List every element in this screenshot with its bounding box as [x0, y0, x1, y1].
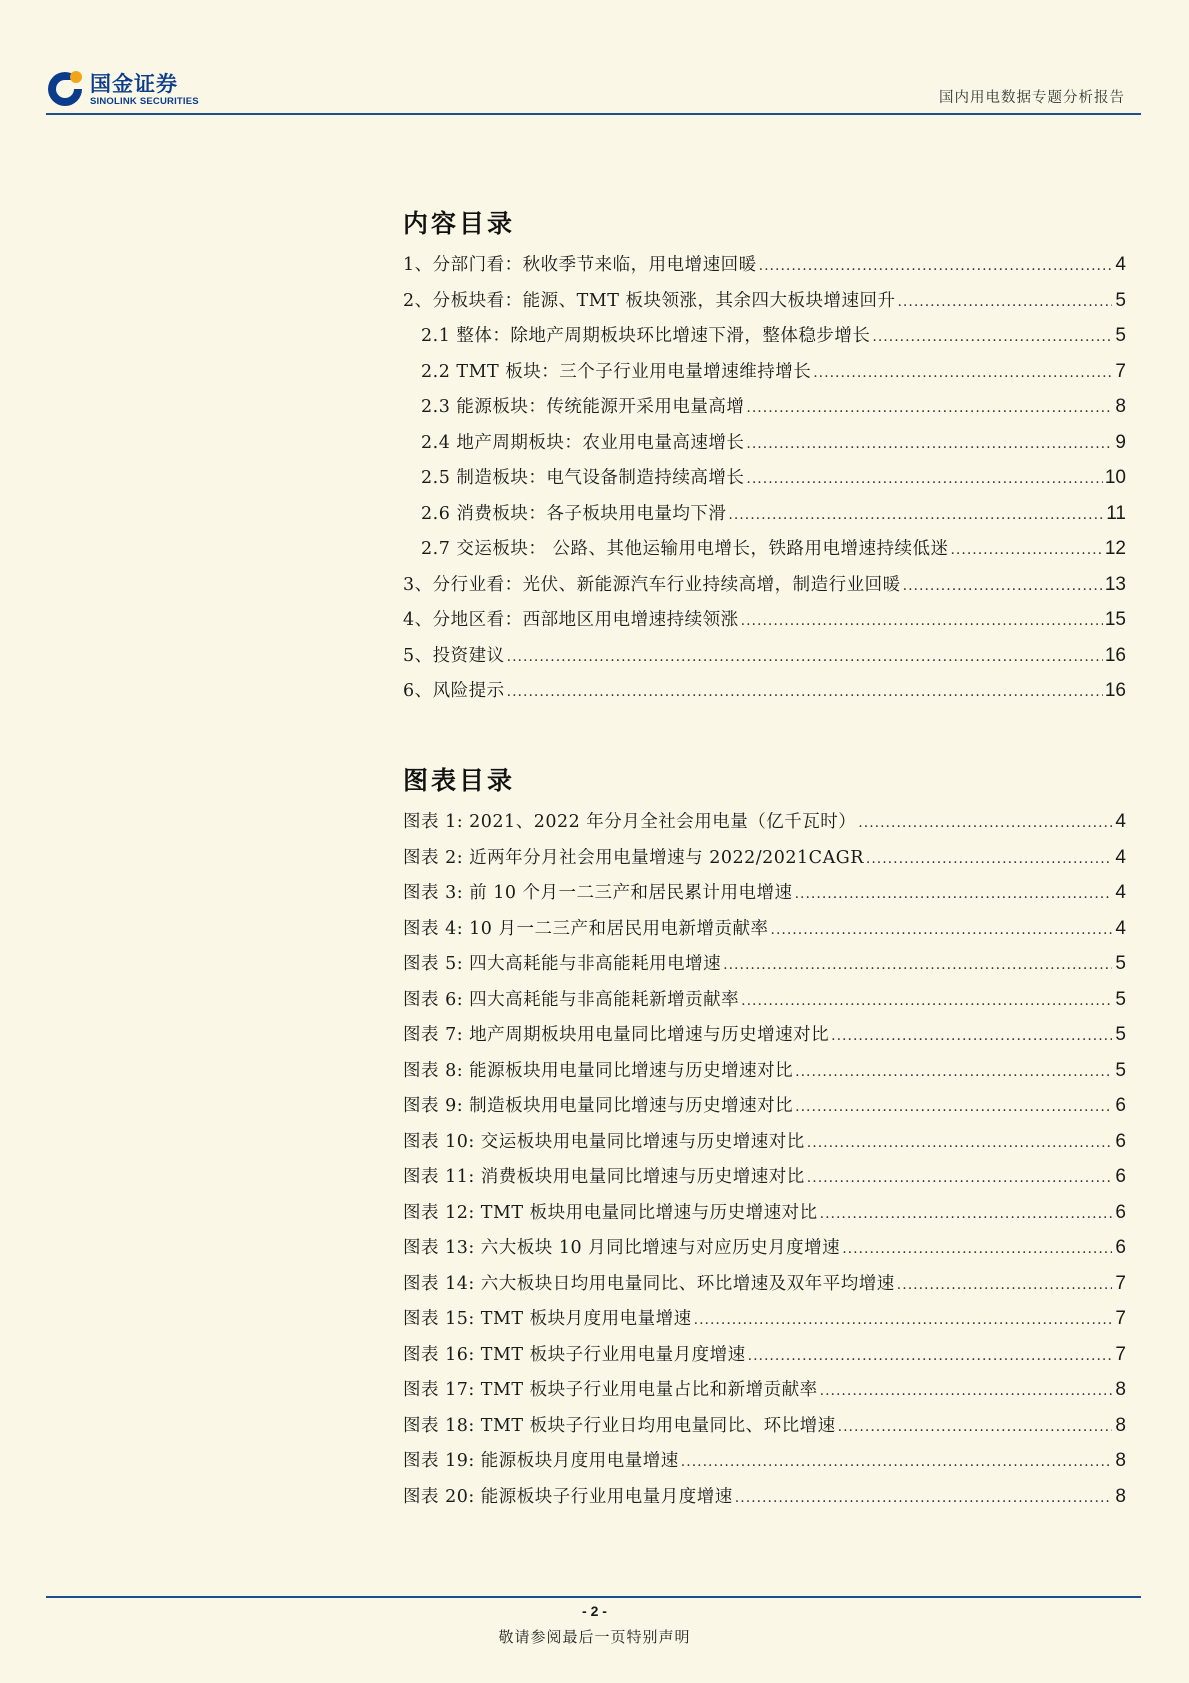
toc-entry-label[interactable]: 5、投资建议	[403, 645, 505, 666]
figure-toc-entry[interactable]	[403, 1159, 1126, 1195]
logo-en-text: SINOLINK SECURITIES	[90, 96, 199, 107]
toc-entry-label[interactable]: 2、分板块看：能源、TMT 板块领涨，其余四大板块增速回升	[403, 290, 896, 311]
toc-page-number[interactable]: 6	[1115, 1201, 1126, 1223]
figure-toc-entry[interactable]	[403, 1017, 1126, 1053]
toc-entry-label[interactable]: 图表 10: 交运板块用电量同比增速与历史增速对比	[403, 1131, 805, 1152]
toc-entry-label[interactable]: 图表 9: 制造板块用电量同比增速与历史增速对比	[403, 1096, 794, 1116]
toc-page-number[interactable]: 8	[1115, 396, 1126, 417]
toc-page-number[interactable]: 7	[1115, 1308, 1126, 1329]
toc-leader-dots	[795, 1055, 1112, 1091]
toc-entry-label[interactable]: 2.3 能源板块：传统能源开采用电量高增	[421, 397, 745, 417]
toc-leader-dots	[838, 1410, 1112, 1446]
toc-page-number[interactable]: 7	[1115, 360, 1126, 382]
figure-toc-entry[interactable]	[403, 1088, 1126, 1124]
figure-toc-entry[interactable]	[403, 1230, 1126, 1266]
content-toc-entry[interactable]	[403, 638, 1126, 674]
content-toc-title: 内容目录	[403, 209, 516, 238]
toc-leader-dots	[746, 391, 1112, 427]
toc-leader-dots	[694, 1303, 1112, 1339]
toc-leader-dots	[842, 1232, 1112, 1268]
toc-leader-dots	[866, 842, 1112, 878]
toc-entry-label[interactable]: 图表 2: 近两年分月社会用电量增速与 2022/2021CAGR	[403, 847, 864, 868]
figure-toc-entry[interactable]	[403, 1195, 1126, 1231]
toc-leader-dots	[741, 984, 1112, 1020]
toc-entry-label[interactable]: 2.4 地产周期板块：农业用电量高速增长	[421, 432, 745, 453]
toc-leader-dots	[897, 1268, 1112, 1304]
toc-entry-label[interactable]: 4、分地区看：西部地区用电增速持续领涨	[403, 610, 739, 630]
figure-toc-title: 图表目录	[403, 766, 516, 795]
toc-leader-dots	[807, 1161, 1112, 1197]
toc-entry-label[interactable]: 2.1 整体：除地产周期板块环比增速下滑，整体稳步增长	[421, 326, 871, 346]
toc-entry-label[interactable]: 3、分行业看：光伏、新能源汽车行业持续高增，制造行业回暖	[403, 574, 901, 595]
toc-entry-label[interactable]: 图表 1: 2021、2022 年分月全社会用电量（亿千瓦时）	[403, 812, 857, 832]
page-header	[46, 66, 1141, 114]
toc-leader-dots	[746, 427, 1112, 463]
toc-page-number[interactable]: 10	[1104, 467, 1126, 488]
figure-toc-entry[interactable]	[403, 804, 1126, 840]
toc-leader-dots	[807, 1126, 1112, 1162]
toc-leader-dots	[903, 569, 1103, 605]
figure-toc-entry[interactable]	[403, 1124, 1126, 1160]
toc-entry-label[interactable]: 图表 4: 10 月一二三产和居民用电新增贡献率	[403, 918, 769, 939]
figure-toc-entry[interactable]	[403, 911, 1126, 947]
toc-entry-label[interactable]: 图表 15: TMT 板块月度用电量增速	[403, 1309, 692, 1329]
content-toc-entry[interactable]	[403, 318, 1126, 354]
toc-entry-label[interactable]: 图表 12: TMT 板块用电量同比增速与历史增速对比	[403, 1202, 818, 1223]
toc-leader-dots	[507, 675, 1103, 711]
toc-page-number[interactable]: 8	[1115, 1450, 1126, 1471]
toc-entry-label[interactable]: 图表 18: TMT 板块子行业日均用电量同比、环比增速	[403, 1415, 836, 1436]
toc-leader-dots	[795, 1090, 1112, 1126]
figure-toc-entry[interactable]	[403, 1337, 1126, 1373]
content-toc-entry[interactable]	[403, 247, 1126, 283]
toc-page-number[interactable]: 4	[1115, 811, 1126, 832]
content-toc	[403, 204, 1126, 709]
page-number: - 2 -	[582, 1603, 607, 1619]
toc-leader-dots	[507, 640, 1103, 676]
figure-toc-entry[interactable]	[403, 1301, 1126, 1337]
toc-page-number[interactable]: 12	[1104, 538, 1126, 559]
content-toc-entry[interactable]	[403, 496, 1126, 532]
content-toc-entry[interactable]	[403, 425, 1126, 461]
toc-page-number[interactable]: 8	[1115, 1379, 1126, 1400]
toc-page-number[interactable]: 8	[1115, 1485, 1126, 1507]
header-divider	[46, 113, 1141, 115]
toc-entry-label[interactable]: 图表 17: TMT 板块子行业用电量占比和新增贡献率	[403, 1380, 818, 1400]
sinolink-logo-icon	[46, 68, 86, 108]
toc-leader-dots	[746, 462, 1102, 498]
figure-toc-entry[interactable]	[403, 1479, 1126, 1515]
toc-entry-label[interactable]: 图表 13: 六大板块 10 月同比增速与对应历史月度增速	[403, 1238, 841, 1258]
toc-leader-dots	[820, 1374, 1112, 1410]
toc-entry-label[interactable]: 图表 19: 能源板块月度用电量增速	[403, 1451, 679, 1471]
toc-entry-label[interactable]: 图表 20: 能源板块子行业用电量月度增速	[403, 1486, 733, 1507]
toc-leader-dots	[681, 1445, 1112, 1481]
toc-page-number[interactable]: 4	[1115, 846, 1126, 868]
toc-page-number[interactable]: 11	[1106, 502, 1126, 524]
figure-toc-entry[interactable]	[403, 875, 1126, 911]
toc-leader-dots	[872, 320, 1112, 356]
toc-page-number[interactable]: 13	[1104, 573, 1126, 595]
content-toc-entry[interactable]	[403, 673, 1126, 709]
toc-page-number[interactable]: 9	[1115, 431, 1126, 453]
content-toc-entry[interactable]	[403, 567, 1126, 603]
toc-page-number[interactable]: 4	[1115, 254, 1126, 275]
footer-divider	[46, 1596, 1141, 1598]
toc-entry-label[interactable]: 2.7 交运板块： 公路、其他运输用电增长，铁路用电增速持续低迷	[421, 539, 949, 559]
toc-page-number[interactable]: 5	[1115, 289, 1126, 311]
toc-leader-dots	[748, 1339, 1112, 1375]
toc-page-number[interactable]: 5	[1115, 953, 1126, 974]
footer-disclaimer: 敬请参阅最后一页特别声明	[498, 1628, 691, 1646]
figure-toc-list	[403, 804, 1126, 1514]
logo-cn-text: 国金证券	[90, 72, 178, 96]
toc-entry-label[interactable]: 图表 8: 能源板块用电量同比增速与历史增速对比	[403, 1060, 794, 1081]
toc-leader-dots	[897, 285, 1112, 321]
toc-entry-label[interactable]: 图表 6: 四大高耗能与非高能耗新增贡献率	[403, 989, 740, 1010]
toc-page-number[interactable]: 6	[1115, 1130, 1126, 1152]
toc-leader-dots	[735, 1481, 1112, 1517]
toc-entry-label[interactable]: 图表 5: 四大高耗能与非高能耗用电增速	[403, 954, 722, 974]
content-toc-entry[interactable]	[403, 389, 1126, 425]
toc-leader-dots	[813, 356, 1112, 392]
content-toc-entry[interactable]	[403, 283, 1126, 319]
content-toc-entry[interactable]	[403, 602, 1126, 638]
toc-leader-dots	[728, 498, 1104, 534]
toc-page-number[interactable]: 5	[1115, 1059, 1126, 1081]
toc-entry-label[interactable]: 2.6 消费板块：各子板块用电量均下滑	[421, 503, 727, 524]
toc-leader-dots	[858, 806, 1112, 842]
toc-entry-label[interactable]: 图表 11: 消费板块用电量同比增速与历史增速对比	[403, 1167, 805, 1187]
company-logo	[46, 66, 216, 110]
toc-leader-dots	[741, 604, 1103, 640]
figure-toc-entry[interactable]	[403, 840, 1126, 876]
figure-toc-entry[interactable]	[403, 1443, 1126, 1479]
toc-page-number[interactable]: 7	[1115, 1343, 1126, 1365]
toc-page-number[interactable]: 4	[1115, 917, 1126, 939]
toc-page-number[interactable]: 6	[1115, 1166, 1126, 1187]
toc-page-number[interactable]: 7	[1115, 1272, 1126, 1294]
figure-toc	[403, 761, 1126, 1514]
report-title: 国内用电数据专题分析报告	[939, 90, 1125, 106]
toc-page-number[interactable]: 5	[1115, 325, 1126, 346]
figure-toc-entry[interactable]	[403, 1408, 1126, 1444]
figure-toc-entry[interactable]	[403, 1053, 1126, 1089]
toc-leader-dots	[771, 913, 1113, 949]
toc-leader-dots	[795, 877, 1112, 913]
toc-entry-label[interactable]: 2.2 TMT 板块：三个子行业用电量增速维持增长	[421, 361, 812, 382]
toc-leader-dots	[759, 249, 1112, 285]
toc-leader-dots	[820, 1197, 1112, 1233]
toc-entry-label[interactable]: 图表 7: 地产周期板块用电量同比增速与历史增速对比	[403, 1025, 830, 1045]
toc-page-number[interactable]: 16	[1104, 644, 1126, 666]
toc-page-number[interactable]: 15	[1104, 609, 1126, 630]
toc-page-number[interactable]: 6	[1115, 1237, 1126, 1258]
toc-entry-label[interactable]: 6、风险提示	[403, 681, 505, 701]
toc-entry-label[interactable]: 1、分部门看：秋收季节来临，用电增速回暖	[403, 255, 757, 275]
toc-leader-dots	[723, 948, 1112, 984]
content-toc-entry[interactable]	[403, 460, 1126, 496]
toc-page-number[interactable]: 4	[1115, 882, 1126, 903]
figure-toc-entry[interactable]	[403, 946, 1126, 982]
toc-entry-label[interactable]: 图表 16: TMT 板块子行业用电量月度增速	[403, 1344, 746, 1365]
figure-toc-entry[interactable]	[403, 1266, 1126, 1302]
content-toc-entry[interactable]	[403, 354, 1126, 390]
toc-leader-dots	[950, 533, 1102, 569]
toc-leader-dots	[831, 1019, 1112, 1055]
toc-page-number[interactable]: 16	[1104, 680, 1126, 701]
figure-toc-entry[interactable]	[403, 982, 1126, 1018]
content-toc-list	[403, 247, 1126, 709]
toc-entry-label[interactable]: 2.5 制造板块：电气设备制造持续高增长	[421, 468, 745, 488]
figure-toc-entry[interactable]	[403, 1372, 1126, 1408]
toc-page-number[interactable]: 5	[1115, 988, 1126, 1010]
toc-page-number[interactable]: 5	[1115, 1024, 1126, 1045]
toc-page-number[interactable]: 8	[1115, 1414, 1126, 1436]
toc-entry-label[interactable]: 图表 14: 六大板块日均用电量同比、环比增速及双年平均增速	[403, 1273, 895, 1294]
toc-entry-label[interactable]: 图表 3: 前 10 个月一二三产和居民累计用电增速	[403, 883, 793, 903]
toc-page-number[interactable]: 6	[1115, 1095, 1126, 1116]
content-toc-entry[interactable]	[403, 531, 1126, 567]
